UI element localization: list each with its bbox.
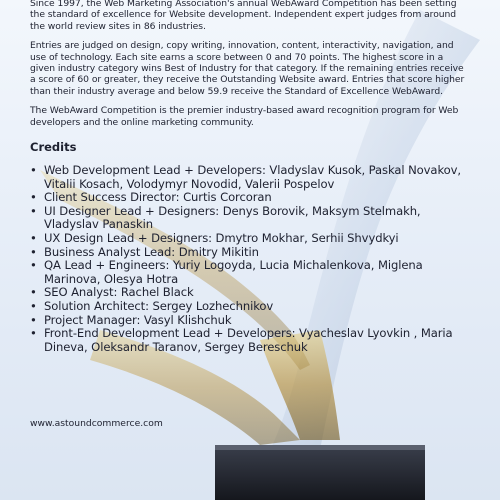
credit-item: • Front-End Development Lead + Developers: Vyacheslav Lyovkin , Maria Dineva, Oleksandr Taranov, Sergey Bereschuk <box>30 327 470 354</box>
credits-list <box>30 164 470 354</box>
intro-paragraph-1: Since 1997, the Web Marketing Association's annual WebAward Competition has been setting the standard of excellence for Website development. Independent expert judges from around the world review sites in 86 industries. <box>30 0 457 32</box>
credit-item: • Web Development Lead + Developers: Vladyslav Kusok, Paskal Novakov, Vitalii Kosach, Volodymyr Novodid, Valerii Pospelov <box>30 164 470 191</box>
credit-item: • UX Design Lead + Designers: Dmytro Mokhar, Serhii Shvydkyi <box>30 232 470 246</box>
credit-item: • Project Manager: Vasyl Klishchuk <box>30 314 470 328</box>
intro-paragraph-2: Entries are judged on design, copy writing, innovation, content, interactivity, navigation, and use of technology. Each site earns a score between 0 and 70 points. The highest score in a given industry category wins Best of Industry for that category. If the remaining entries receive a score of 60 or greater, they receive the Outstanding Website award. Entries that score higher than their industry average and below 59.9 receive the Standard of Excellence WebAward. <box>30 40 465 97</box>
credit-item: • Business Analyst Lead: Dmitry Mikitin <box>30 246 470 260</box>
credits-heading: Credits <box>30 140 77 155</box>
credit-item: • Client Success Director: Curtis Corcoran <box>30 191 470 205</box>
credit-item: • UI Designer Lead + Designers: Denys Borovik, Maksym Stelmakh, Vladyslav Panaskin <box>30 205 470 232</box>
document-body <box>30 0 470 354</box>
credit-item: • QA Lead + Engineers: Yuriy Logoyda, Lucia Michalenkova, Miglena Marinova, Olesya Hotra <box>30 259 470 286</box>
credit-item: • SEO Analyst: Rachel Black <box>30 286 470 300</box>
intro-paragraph-3: The WebAward Competition is the premier industry-based award recognition program for Web developers and the online marketing community. <box>30 105 459 128</box>
credit-item: • Solution Architect: Sergey Lozhechnikov <box>30 300 470 314</box>
website-link[interactable]: www.astoundcommerce.com <box>30 418 163 429</box>
